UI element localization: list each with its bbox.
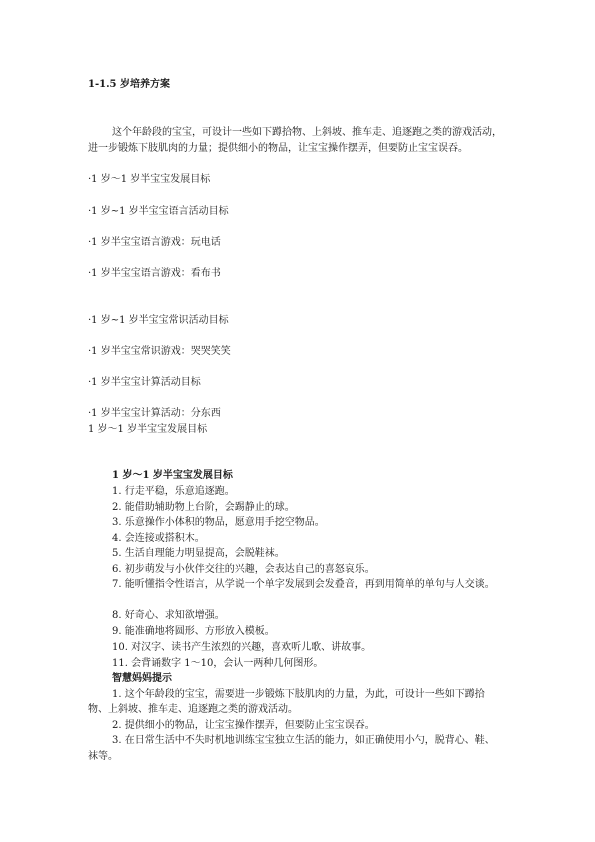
goal-item: 5. 生活自理能力明显提高，会脱鞋袜。 [112,548,285,559]
toc-item[interactable]: ·1 岁〜1 岁半宝宝发展目标 [88,174,211,185]
goal-item: 6. 初步萌发与小伙伴交往的兴趣，会表达自己的喜怒哀乐。 [112,564,375,575]
toc-item[interactable]: ·1 岁半宝宝计算活动目标 [88,377,201,388]
section-title-plain: 1 岁〜1 岁半宝宝发展目标 [88,424,208,435]
tip-2: 2. 提供细小的物品，让宝宝操作摆弄，但要防止宝宝误吞。 [112,720,375,731]
goal-item: 9. 能准确地将圆形、方形放入模板。 [112,626,275,637]
tips-heading: 智慧妈妈提示 [112,673,172,684]
toc-item[interactable]: ·1 岁半宝宝计算活动：分东西 [88,408,221,419]
goal-item: 11. 会背诵数字 1〜10，会认一两种几何图形。 [112,658,324,669]
section-heading: 1 岁〜1 岁半宝宝发展目标 [112,470,233,481]
tip-3-line-2: 袜等。 [88,751,118,762]
goal-item: 3. 乐意操作小体积的物品，愿意用手挖空物品。 [112,517,325,528]
goal-item: 2. 能借助辅助物上台阶，会踢静止的球。 [112,502,295,513]
goal-item: 8. 好奇心、求知欲增强。 [112,610,225,621]
goal-item: 4. 会连接或搭积木。 [112,533,205,544]
toc-item[interactable]: ·1 岁~1 岁半宝宝常识活动目标 [88,315,229,326]
toc-item[interactable]: ·1 岁半宝宝常识游戏：哭哭笑笑 [88,346,231,357]
goal-item: 1. 行走平稳，乐意追逐跑。 [112,486,235,497]
goal-item: 7. 能听懂指令性语言，从学说一个单字发展到会发叠音，再到用简单的单句与人交谈。 [112,579,495,590]
tip-1-line-2: 物、上斜坡、推车走、追逐跑之类的游戏活动。 [88,704,298,715]
goal-item: 10. 对汉字、读书产生浓烈的兴趣，喜欢听儿歌、讲故事。 [112,642,372,653]
toc-item[interactable]: ·1 岁半宝宝语言游戏：玩电话 [88,237,221,248]
toc-item[interactable]: ·1 岁~1 岁半宝宝语言活动目标 [88,206,229,217]
tip-1-line-1: 1. 这个年龄段的宝宝，需要进一步锻炼下肢肌肉的力量，为此，可设计一些如下蹲拾 [112,689,485,700]
toc-item[interactable]: ·1 岁半宝宝语言游戏：看布书 [88,268,221,279]
intro-paragraph-line-1: 这个年龄段的宝宝，可设计一些如下蹲拾物、上斜坡、推车走、追逐跑之类的游戏活动， [112,127,502,138]
document-title: 1-1.5 岁培养方案 [88,79,170,90]
tip-3-line-1: 3. 在日常生活中不失时机地训练宝宝独立生活的能力，如正确使用小勺，脱背心、鞋、 [112,735,495,746]
intro-paragraph-line-2: 进一步锻炼下肢肌肉的力量；提供细小的物品，让宝宝操作摆弄，但要防止宝宝误吞。 [88,143,468,154]
